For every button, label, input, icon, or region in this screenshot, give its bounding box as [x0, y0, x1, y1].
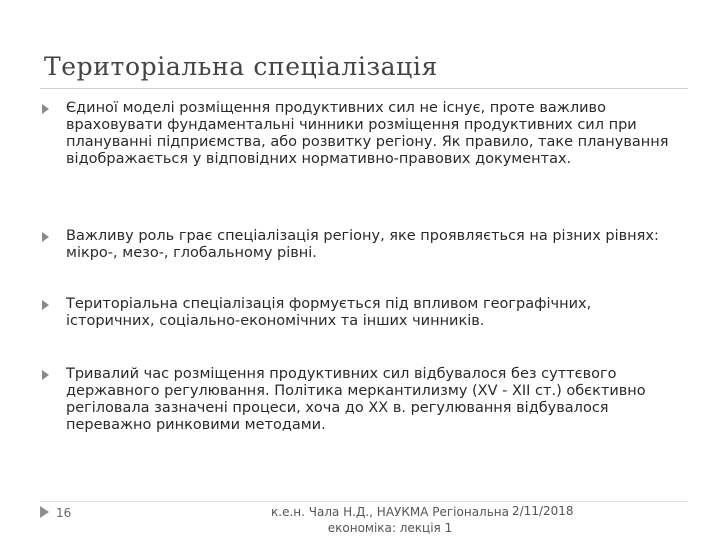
footer-divider	[40, 501, 688, 502]
slide-title: Територіальна спеціалізація	[44, 52, 438, 81]
bullet-item	[42, 100, 682, 168]
bullet-text: Важливу роль грає спеціалізація регіону, яке проявляється на різних рівнях: мікро-, мезо-, глобальному рівні.	[66, 228, 659, 261]
bullet-text: Єдиної моделі розміщення продуктивних сил не існує, проте важливо враховувати фундаментальні чинники розміщення продуктивних сил при плануванні підприємства, або розвитку регіону. Як правило, таке планування відображається у відповідних нормативно-правових документах.	[66, 100, 669, 167]
bullet-text: Територіальна спеціалізація формується під впливом географічних, історичних, соціально-економічних та інших чинників.	[66, 296, 592, 329]
footer-date: 2/11/2018	[512, 504, 574, 518]
bullet-item	[42, 366, 682, 434]
footer-arrow-icon	[40, 506, 49, 518]
footer-author	[270, 504, 510, 536]
page-number: 16	[56, 506, 72, 520]
bullet-item	[42, 296, 682, 330]
bullet-item	[42, 228, 682, 262]
bullet-text: Тривалий час розміщення продуктивних сил відбувалося без суттєвого державного регулювання. Політика меркантилизму (XV - XII ст.) обєктивно регіловала зазначені процеси, хоча до XX в. регулювання відбувалося переважно ринковими методами.	[66, 366, 646, 433]
title-divider	[40, 88, 688, 89]
bullet-arrow-icon	[42, 232, 49, 242]
bullet-arrow-icon	[42, 370, 49, 380]
bullet-arrow-icon	[42, 104, 49, 114]
footer-author-line2: економіка: лекція 1	[327, 521, 453, 535]
bullet-arrow-icon	[42, 300, 49, 310]
footer-author-line1: к.е.н. Чала Н.Д., НАУКМА Регіональна	[271, 505, 509, 519]
